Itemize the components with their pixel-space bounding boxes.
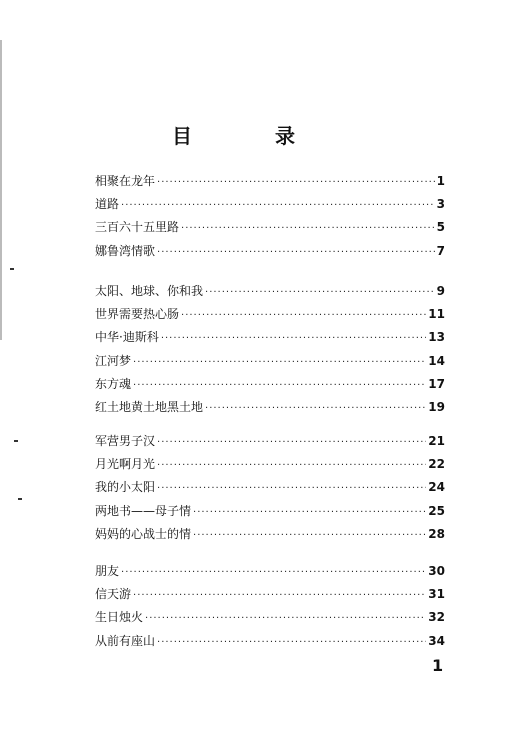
dot-leader [133,590,426,601]
toc-entry-page: 1 [436,174,445,188]
toc-entry [95,375,445,398]
toc-entry-page: 11 [428,307,445,322]
dot-leader [121,200,435,211]
toc-entry-title: 信天游 [95,587,132,602]
toc-entry [95,478,445,501]
dot-leader [157,460,426,471]
toc-section-3 [95,432,445,548]
toc-entry-page: 31 [428,587,445,602]
dot-leader [133,380,426,391]
toc-section-1 [95,172,445,265]
dot-leader [205,287,435,298]
toc-entry [95,398,445,421]
toc-section-4 [95,562,445,655]
dot-leader [157,437,426,448]
toc-entry-title: 军营男子汉 [95,434,156,448]
dot-leader [121,567,426,578]
toc-entry-title: 娜鲁湾情歌 [95,243,156,258]
toc-entry [95,172,445,195]
toc-entry-page: 3 [436,197,445,212]
toc-entry-page: 34 [428,633,445,648]
toc-entry-page: 28 [428,526,445,541]
dot-leader [193,507,426,518]
toc-entry-page: 19 [428,399,445,414]
toc-entry-title: 世界需要热心肠 [95,307,180,322]
toc-entry-title: 江河梦 [95,353,132,368]
toc-entry-page: 17 [428,376,445,391]
toc-entry-title: 道路 [95,197,120,212]
dot-leader [133,357,426,368]
toc-entry-title: 中华·迪斯科 [95,330,159,345]
toc-entry [95,502,445,525]
toc-entry-page: 13 [428,330,445,345]
toc-entry-page: 5 [436,220,445,235]
toc-entry-title: 月光啊月光 [95,457,156,472]
dot-leader [157,247,435,258]
dot-leader [157,177,435,188]
toc-entry-title: 红土地黄土地黑土地 [95,399,204,414]
toc-section-2 [95,282,445,421]
toc-entry [95,305,445,328]
toc-entry [95,195,445,218]
toc-entry-title: 相聚在龙年 [95,174,156,188]
toc-entry [95,432,445,455]
toc-entry [95,585,445,608]
toc-entry-title: 三百六十五里路 [95,220,180,235]
toc-entry [95,608,445,631]
toc-entry-page: 21 [428,434,445,448]
toc-entry [95,242,445,265]
toc-entry-title: 妈妈的心战士的情 [95,526,192,541]
toc-entry-page: 7 [436,243,445,258]
toc-entry [95,218,445,241]
scan-speck [14,440,18,442]
toc-entry [95,632,445,655]
dot-leader [157,637,426,648]
scan-speck [18,498,22,500]
dot-leader [193,530,426,541]
toc-title: 目 录 [172,124,333,148]
toc-entry-title: 东方魂 [95,376,132,391]
dot-leader [161,333,426,344]
toc-entry-title: 生日烛火 [95,610,144,625]
dot-leader [145,613,426,624]
toc-entry [95,525,445,548]
toc-entry [95,282,445,305]
toc-entry-title: 两地书——母子情 [95,503,192,518]
scan-edge-shadow [0,40,2,340]
toc-entry-title: 朋友 [95,564,120,578]
toc-entry-page: 32 [428,610,445,625]
page-number: 1 [432,656,444,675]
toc-entry [95,352,445,375]
scan-speck [10,268,14,270]
toc-entry-page: 14 [428,353,445,368]
toc-entry [95,562,445,585]
toc-entry-title: 太阳、地球、你和我 [95,284,204,298]
toc-entry-page: 24 [428,480,445,495]
toc-entry-page: 30 [428,564,445,578]
toc-entry [95,455,445,478]
dot-leader [181,223,435,234]
toc-entry-title: 从前有座山 [95,633,156,648]
dot-leader [157,483,426,494]
dot-leader [181,310,426,321]
toc-entry [95,328,445,351]
dot-leader [205,403,426,414]
toc-entry-title: 我的小太阳 [95,480,156,495]
toc-entry-page: 25 [428,503,445,518]
toc-entry-page: 9 [436,284,445,298]
toc-entry-page: 22 [428,457,445,472]
